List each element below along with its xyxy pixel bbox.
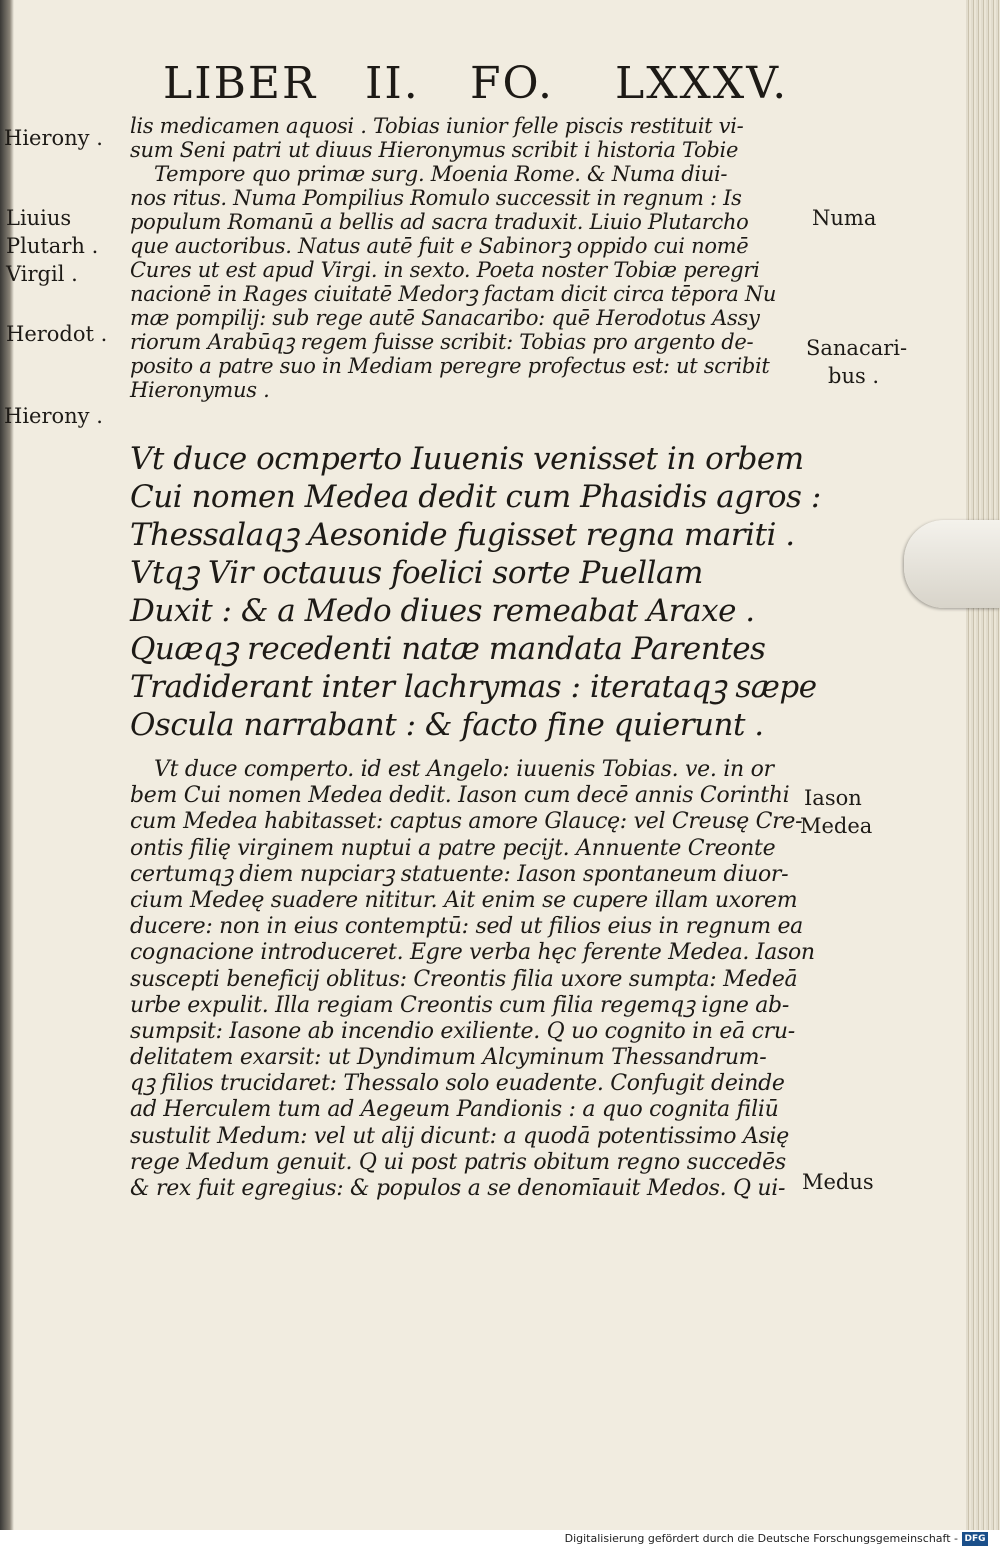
- verse-line: Vt duce ocmperto Iuuenis venisset in orbem: [130, 441, 804, 477]
- left-margin-note: Virgil .: [6, 262, 78, 286]
- text-line: posito a patre suo in Mediam peregre profectus est: ut scribit: [130, 354, 770, 378]
- footer-credit: Digitalisierung gefördert durch die Deutsche Forschungsgemeinschaft -: [564, 1532, 958, 1545]
- right-margin-note: Numa: [812, 206, 877, 230]
- text-line: Hieronymus .: [130, 378, 270, 402]
- text-line: bem Cui nomen Medea dedit. Iason cum decē annis Corinthi: [130, 783, 790, 809]
- right-margin-note: Medea: [800, 814, 873, 838]
- page-edges: [966, 0, 1000, 1530]
- text-line: certumqꝫ diem nupciarꝫ statuente: Iason spontaneum diuor-: [130, 861, 789, 887]
- header-fo: FO.: [470, 58, 555, 109]
- right-margin-note: Iason: [804, 786, 862, 810]
- text-line: delitatem exarsit: ut Dyndimum Alcyminum Thessandrum-: [130, 1045, 767, 1071]
- verse-block: [130, 440, 821, 744]
- running-header: [155, 58, 795, 118]
- left-margin-note: Hierony .: [4, 404, 103, 428]
- text-line: ontis filię virginem nuptui a patre pecijt. Annuente Creonte: [130, 835, 776, 861]
- header-liber: LIBER: [163, 58, 318, 109]
- verse-line: Duxit : & a Medo diues remeabat Araxe .: [130, 593, 755, 629]
- text-line: mæ pompilij: sub rege autē Sanacaribo: quē Herodotus Assy: [130, 306, 760, 330]
- text-line: Cures ut est apud Virgi. in sexto. Poeta noster Tobiæ peregri: [130, 258, 760, 282]
- text-line: urbe expulit. Illa regiam Creontis cum filia regemqꝫ igne ab-: [130, 992, 789, 1018]
- text-line: Vt duce comperto. id est Angelo: iuuenis Tobias. ve. in or: [154, 757, 774, 782]
- main-commentary: [130, 757, 815, 1202]
- text-line: suscepti beneficij oblitus: Creontis filia uxore sumpta: Medeā: [130, 966, 798, 992]
- text-line: sustulit Medum: vel ut alij dicunt: a quodā potentissimo Asię: [130, 1123, 789, 1149]
- text-line: ducere: non in eius contemptū: sed ut filios eius in regnum ea: [130, 914, 803, 940]
- page-clip: [904, 520, 1000, 608]
- text-line: nos ritus. Numa Pompilius Romulo successit in regnum : Is: [130, 186, 742, 210]
- verse-line: Tradiderant inter lachrymas : iterataqꝫ sæpe: [130, 669, 817, 705]
- text-line: cum Medea habitasset: captus amore Glaucę: vel Creusę Cre-: [130, 809, 803, 835]
- right-margin-note: Sanacari-: [806, 336, 908, 360]
- left-margin-note: Plutarh .: [6, 234, 99, 258]
- text-line: lis medicamen aquosi . Tobias iunior felle piscis restituit vi-: [130, 114, 744, 138]
- verse-line: Quæqꝫ recedenti natæ mandata Parentes: [130, 631, 766, 667]
- left-margin-note: Hierony .: [4, 126, 103, 150]
- text-line: qꝫ filios trucidaret: Thessalo solo euadente. Confugit deinde: [130, 1071, 785, 1097]
- intro-commentary: [130, 114, 795, 402]
- header-folio-number: LXXXV.: [615, 58, 789, 109]
- text-line: cium Medeę suadere nititur. Ait enim se cupere illam uxorem: [130, 887, 798, 913]
- verse-line: Vtqꝫ Vir octauus foelici sorte Puellam: [130, 555, 703, 591]
- text-line: que auctoribus. Natus autē fuit e Sabinorꝫ oppido cui nomē: [130, 234, 749, 258]
- text-line: Tempore quo primæ surg. Moenia Rome. & Numa diui-: [154, 162, 728, 186]
- text-line: riorum Arabūqꝫ regem fuisse scribit: Tobias pro argento de-: [130, 330, 754, 354]
- right-margin-note: Medus: [802, 1170, 874, 1194]
- text-line: rege Medum genuit. Q ui post patris obitum regno succedēs: [130, 1149, 786, 1175]
- text-line: ad Herculem tum ad Aegeum Pandionis : a quo cognita filiū: [130, 1097, 779, 1123]
- right-margin-note: bus .: [828, 364, 880, 388]
- text-line: sum Seni patri ut diuus Hieronymus scribit i historia Tobie: [130, 138, 739, 162]
- text-line: cognacione introduceret. Egre verba hęc ferente Medea. Iason: [130, 940, 815, 966]
- verse-line: Oscula narrabant : & facto fine quierunt .: [130, 707, 764, 743]
- verse-line: Thessalaqꝫ Aesonide fugisset regna mariti .: [130, 517, 795, 553]
- text-line: sumpsit: Iasone ab incendio exiliente. Q uo cognito in eā cru-: [130, 1018, 795, 1044]
- left-margin-note: Herodot .: [6, 322, 108, 346]
- header-book-number: II.: [365, 58, 420, 109]
- text-line: & rex fuit egregius: & populos a se denomīauit Medos. Q ui-: [130, 1176, 786, 1201]
- text-line: nacionē in Rages ciuitatē Medorꝫ factam dicit circa tēpora Nu: [130, 282, 777, 306]
- left-margin-note: Liuius: [6, 206, 72, 230]
- text-line: populum Romanū a bellis ad sacra traduxit. Liuio Plutarcho: [130, 210, 749, 234]
- verse-line: Cui nomen Medea dedit cum Phasidis agros :: [130, 479, 821, 515]
- dfg-logo-icon: DFG: [962, 1532, 988, 1546]
